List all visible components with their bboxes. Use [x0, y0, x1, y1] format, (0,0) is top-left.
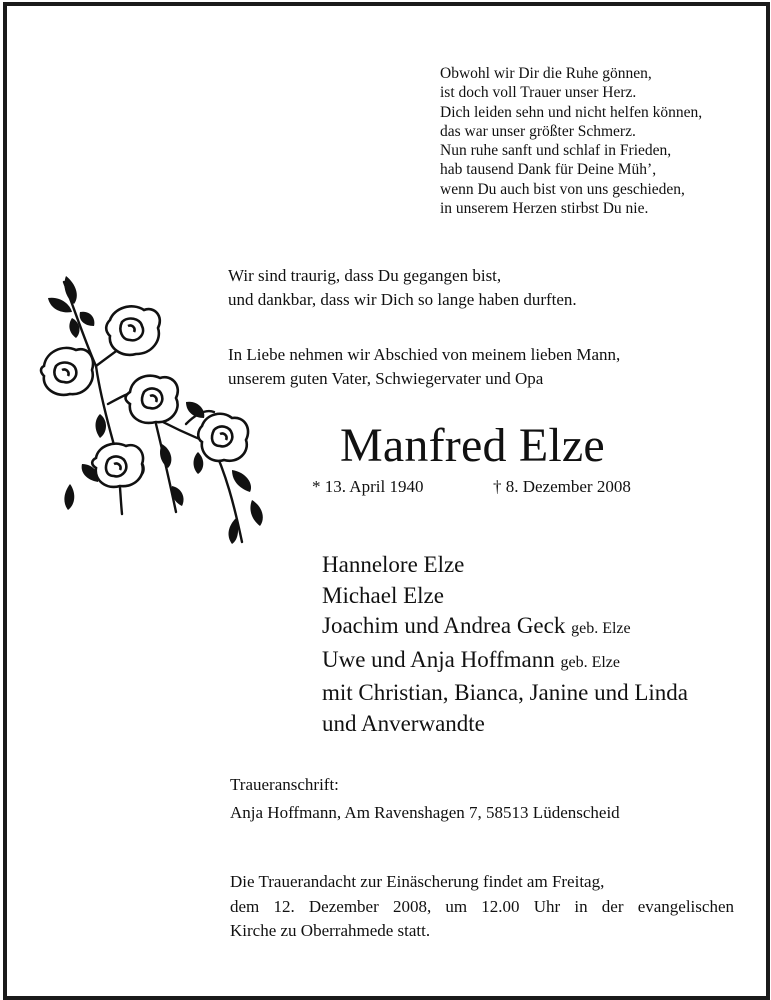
farewell-text — [228, 343, 620, 391]
poem — [440, 64, 702, 218]
maiden-name: geb. Elze — [571, 620, 631, 637]
rose-branch-illustration — [36, 274, 286, 554]
mourning-address — [230, 771, 620, 827]
family-member: mit Christian, Bianca, Janine und Linda — [322, 680, 689, 705]
family-list — [322, 550, 688, 739]
service-info — [230, 870, 734, 944]
birth-date: * 13. April 1940 — [312, 477, 424, 496]
family-member: Michael Elze — [322, 582, 444, 608]
poem-line: in unserem Herzen stirbst Du nie. — [440, 200, 649, 218]
family-member — [322, 645, 688, 679]
poem-line: hab tausend Dank für Deine Müh’, — [440, 161, 657, 179]
family-member-name: Joachim und Andrea Geck — [322, 613, 566, 638]
poem-line: Obwohl wir Dir die Ruhe gönnen, — [440, 65, 652, 82]
poem-line: wenn Du auch bist von uns geschieden, — [440, 180, 685, 198]
service-line: Die Trauerandacht zur Einäscherung findet am Freitag, — [230, 872, 605, 891]
poem-line: das war unser größter Schmerz. — [440, 122, 636, 140]
family-member — [322, 611, 688, 645]
poem-line: Nun ruhe sanft und schlaf in Frieden, — [440, 142, 672, 160]
poem-line: Dich leiden sehn und nicht helfen können, — [440, 103, 703, 121]
intro-line: und dankbar, dass wir Dich so lange haben durften. — [228, 290, 577, 309]
intro-line: Wir sind traurig, dass Du gegangen bist, — [228, 266, 502, 285]
farewell-line: In Liebe nehmen wir Abschied von meinem lieben Mann, — [228, 345, 621, 364]
address-label: Traueranschrift: — [230, 775, 339, 794]
poem-line: ist doch voll Trauer unser Herz. — [440, 84, 637, 102]
farewell-line: unserem guten Vater, Schwiegervater und Opa — [228, 369, 544, 388]
service-line: dem 12. Dezember 2008, um 12.00 Uhr in der evangelischen — [230, 896, 734, 916]
intro-text — [228, 264, 577, 312]
death-date: † 8. Dezember 2008 — [493, 477, 631, 496]
deceased-name: Manfred Elze — [340, 419, 605, 472]
family-member: Hannelore Elze — [322, 552, 465, 577]
maiden-name: geb. Elze — [560, 653, 621, 671]
family-member: und Anverwandte — [322, 710, 485, 736]
service-line: Kirche zu Oberrahmede statt. — [230, 921, 431, 940]
address-value: Anja Hoffmann, Am Ravenshagen 7, 58513 Lüdenscheid — [230, 803, 620, 822]
family-member-name: Uwe und Anja Hoffmann — [322, 646, 555, 672]
